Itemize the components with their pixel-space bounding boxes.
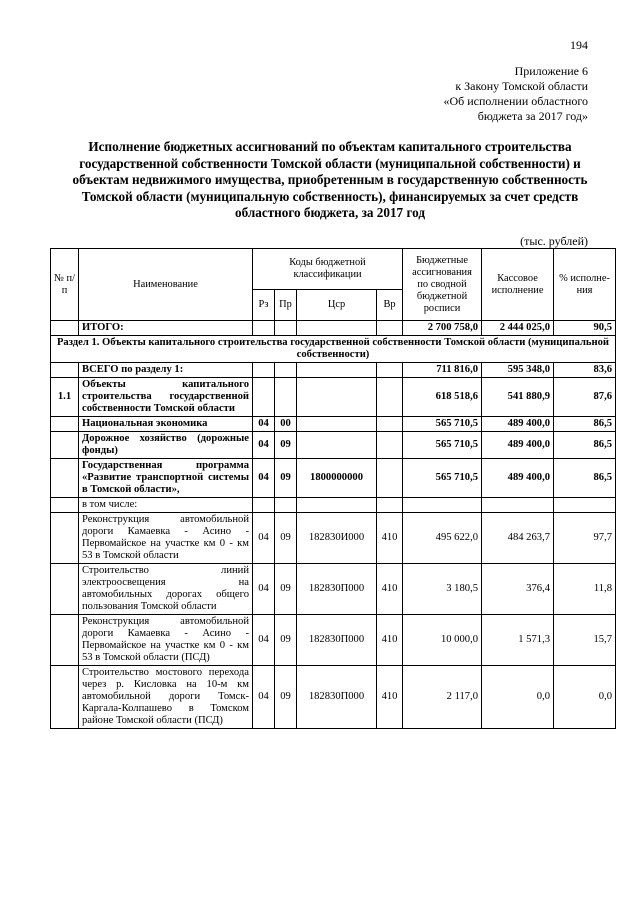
row-rz: 04 <box>253 666 275 729</box>
row-rz: 04 <box>253 432 275 459</box>
row-allocations: 565 710,5 <box>403 432 482 459</box>
header-allocations: Бюджетные ассигнования по сводной бюджетной росписи <box>403 249 482 321</box>
header-name: Наименование <box>79 249 253 321</box>
header-csr: Цср <box>297 290 377 321</box>
cell <box>275 321 297 336</box>
row-name: Дорожное хозяйство (дорожные фонды) <box>79 432 253 459</box>
cell <box>253 321 275 336</box>
row-name: в том числе: <box>79 498 253 513</box>
row-name: ВСЕГО по разделу 1: <box>79 363 253 378</box>
row-pr: 00 <box>275 417 297 432</box>
table-row <box>51 432 616 459</box>
execution-table <box>50 248 616 729</box>
row-num <box>51 498 79 513</box>
row-percent: 0,0 <box>554 666 616 729</box>
row-pr <box>275 498 297 513</box>
row-cash: 489 400,0 <box>482 417 554 432</box>
table-row <box>51 615 616 666</box>
row-pr: 09 <box>275 513 297 564</box>
row-rz: 04 <box>253 564 275 615</box>
row-rz: 04 <box>253 459 275 498</box>
row-cash: 484 263,7 <box>482 513 554 564</box>
row-vr: 410 <box>377 564 403 615</box>
table-row <box>51 564 616 615</box>
row-allocations: 3 180,5 <box>403 564 482 615</box>
row-name: Строительство линий электроосвещения на автомобильных дорогах общего пользования Томской области <box>79 564 253 615</box>
row-num <box>51 564 79 615</box>
table-row <box>51 459 616 498</box>
section-row <box>51 336 616 363</box>
table-row <box>51 666 616 729</box>
row-percent: 86,5 <box>554 459 616 498</box>
appendix-line: к Закону Томской области <box>455 79 588 93</box>
table-row <box>51 513 616 564</box>
row-pr: 09 <box>275 459 297 498</box>
row-rz: 04 <box>253 615 275 666</box>
row-rz <box>253 378 275 417</box>
row-allocations: 565 710,5 <box>403 459 482 498</box>
table-row <box>51 498 616 513</box>
row-allocations: 565 710,5 <box>403 417 482 432</box>
row-allocations: 711 816,0 <box>403 363 482 378</box>
row-rz: 04 <box>253 513 275 564</box>
row-pr <box>275 363 297 378</box>
row-csr: 182830И000 <box>297 513 377 564</box>
section-title: Раздел 1. Объекты капитального строительства государственной собственности Томской области (муниципальной собственности) <box>51 336 616 363</box>
row-num <box>51 615 79 666</box>
row-rz <box>253 363 275 378</box>
row-vr <box>377 363 403 378</box>
row-cash <box>482 498 554 513</box>
row-percent: 86,5 <box>554 432 616 459</box>
page-number: 194 <box>570 38 588 52</box>
row-csr <box>297 378 377 417</box>
row-cash: 0,0 <box>482 666 554 729</box>
row-num <box>51 417 79 432</box>
table-row <box>51 378 616 417</box>
row-num <box>51 432 79 459</box>
row-num <box>51 666 79 729</box>
header-percent: % исполне-ния <box>554 249 616 321</box>
row-cash: 595 348,0 <box>482 363 554 378</box>
cell <box>51 321 79 336</box>
row-percent: 15,7 <box>554 615 616 666</box>
row-num: 1.1 <box>51 378 79 417</box>
cell <box>297 321 377 336</box>
row-rz: 04 <box>253 417 275 432</box>
row-vr: 410 <box>377 513 403 564</box>
header-pr: Пр <box>275 290 297 321</box>
row-cash: 1 571,3 <box>482 615 554 666</box>
row-csr <box>297 417 377 432</box>
row-name: Объекты капитального строительства государственной собственности Томской области <box>79 378 253 417</box>
appendix-line: Приложение 6 <box>514 64 588 78</box>
row-allocations: 10 000,0 <box>403 615 482 666</box>
row-csr: 182830П000 <box>297 564 377 615</box>
appendix-line: «Об исполнении областного <box>443 94 588 108</box>
row-allocations: 495 622,0 <box>403 513 482 564</box>
row-percent: 97,7 <box>554 513 616 564</box>
header-vr: Вр <box>377 290 403 321</box>
row-vr <box>377 378 403 417</box>
row-cash: 489 400,0 <box>482 459 554 498</box>
total-cash: 2 444 025,0 <box>482 321 554 336</box>
row-csr <box>297 363 377 378</box>
appendix-line: бюджета за 2017 год» <box>477 109 588 123</box>
row-vr: 410 <box>377 666 403 729</box>
table-row <box>51 363 616 378</box>
row-csr <box>297 432 377 459</box>
header-codes: Коды бюджетной классификации <box>253 249 403 290</box>
row-vr <box>377 417 403 432</box>
row-percent: 83,6 <box>554 363 616 378</box>
units-label: (тыс. рублей) <box>520 234 588 248</box>
row-percent: 87,6 <box>554 378 616 417</box>
row-pr: 09 <box>275 615 297 666</box>
total-percent: 90,5 <box>554 321 616 336</box>
row-percent: 11,8 <box>554 564 616 615</box>
row-name: Государственная программа «Развитие транспортной системы в Томской области», <box>79 459 253 498</box>
row-csr: 1800000000 <box>297 459 377 498</box>
row-vr: 410 <box>377 615 403 666</box>
row-percent: 86,5 <box>554 417 616 432</box>
header-rz: Рз <box>253 290 275 321</box>
row-num <box>51 363 79 378</box>
row-vr <box>377 432 403 459</box>
row-name: Реконструкция автомобильной дороги Камаевка - Асино - Первомайское на участке км 0 - км 53 в Томской области <box>79 513 253 564</box>
cell <box>377 321 403 336</box>
row-rz <box>253 498 275 513</box>
row-cash: 376,4 <box>482 564 554 615</box>
row-pr: 09 <box>275 564 297 615</box>
row-percent <box>554 498 616 513</box>
header-cash: Кассовое исполнение <box>482 249 554 321</box>
row-vr <box>377 498 403 513</box>
row-csr <box>297 498 377 513</box>
row-num <box>51 513 79 564</box>
row-cash: 541 880,9 <box>482 378 554 417</box>
row-pr <box>275 378 297 417</box>
row-pr: 09 <box>275 432 297 459</box>
row-allocations: 618 518,6 <box>403 378 482 417</box>
row-csr: 182830П000 <box>297 615 377 666</box>
appendix-reference <box>328 64 588 124</box>
total-label: ИТОГО: <box>79 321 253 336</box>
header-num: № п/п <box>51 249 79 321</box>
row-csr: 182830П000 <box>297 666 377 729</box>
row-allocations <box>403 498 482 513</box>
row-pr: 09 <box>275 666 297 729</box>
row-name: Национальная экономика <box>79 417 253 432</box>
total-allocations: 2 700 758,0 <box>403 321 482 336</box>
row-allocations: 2 117,0 <box>403 666 482 729</box>
total-row <box>51 321 616 336</box>
row-name: Реконструкция автомобильной дороги Камаевка - Асино - Первомайское на участке км 0 - км 53 в Томской области (ПСД) <box>79 615 253 666</box>
row-num <box>51 459 79 498</box>
row-vr <box>377 459 403 498</box>
row-cash: 489 400,0 <box>482 432 554 459</box>
row-name: Строительство мостового перехода через р. Кисловка на 10-м км автомобильной дороги Томск-Каргала-Колпашево в Томском районе Томской области (ПСД) <box>79 666 253 729</box>
document-title: Исполнение бюджетных ассигнований по объектам капитального строительства государственной собственности Томской области (муниципальной собственности) и объектам недвижимого имущества, приобретенным в государственную собственность Томской области (муниципальную собственность), финансируемых за счет средств областного бюджета, за 2017 год <box>72 139 588 220</box>
table-row <box>51 417 616 432</box>
